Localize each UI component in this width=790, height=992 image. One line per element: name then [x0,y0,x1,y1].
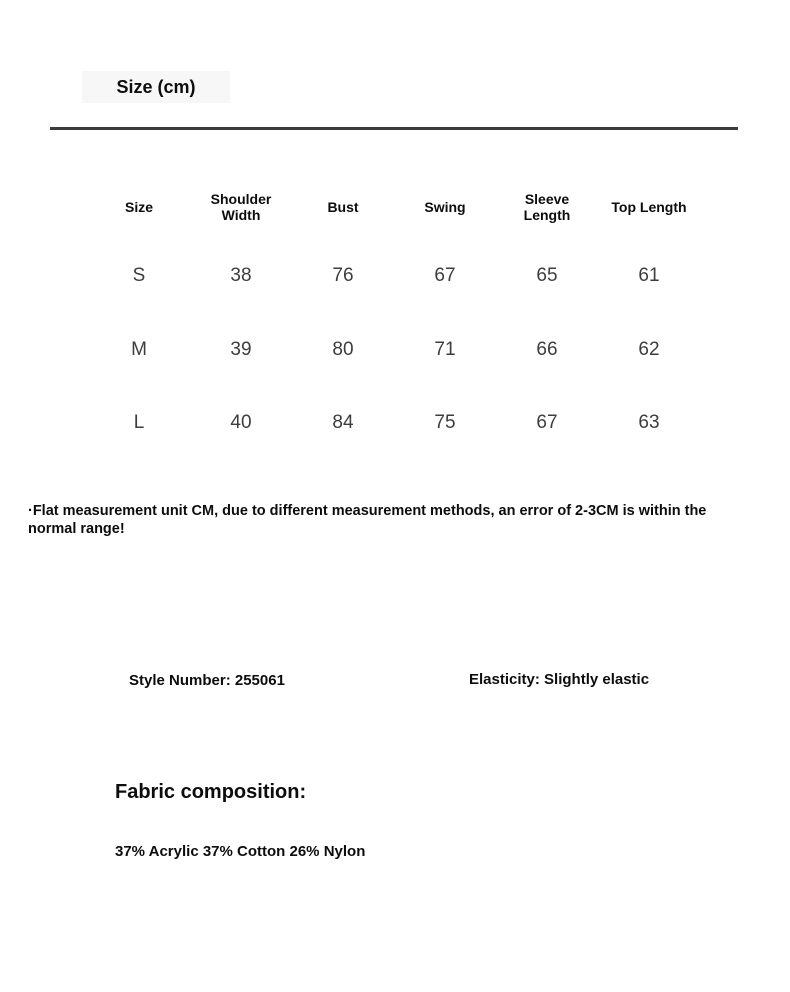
cell-size: S [132,265,146,286]
cell-bust: 84 [332,412,354,433]
size-table [88,176,700,460]
cell-size: M [131,339,147,360]
cell-top-length: 63 [638,412,660,433]
cell-bust: 76 [332,265,354,286]
divider-line [50,127,738,130]
section-title-highlight [82,71,230,103]
table-row-size-l [88,386,700,460]
elasticity: Elasticity: Slightly elastic [469,671,650,688]
cell-shoulder-width: 38 [230,265,252,286]
table-row-size-s [88,238,700,314]
cell-size: L [133,412,145,433]
cell-swing: 75 [434,412,456,433]
table-row-size-m [88,314,700,386]
column-header-top-length: Top Length [611,199,687,215]
fabric-composition-heading: Fabric composition: [115,781,307,803]
measurement-note: ·Flat measurement unit CM, due to different measurement methods, an error of 2-3CM is within the normal range! [28,503,707,537]
size-table-header-row [88,176,700,238]
page-title: Size (cm) [116,76,196,97]
column-header-size: Size [124,199,153,215]
cell-top-length: 62 [638,339,660,360]
cell-swing: 67 [434,265,456,286]
cell-top-length: 61 [638,265,660,286]
cell-bust: 80 [332,339,354,360]
cell-swing: 71 [434,339,456,360]
column-header-bust: Bust [327,199,359,215]
cell-sleeve-length: 65 [536,265,558,286]
cell-sleeve-length: 66 [536,339,558,360]
column-header-shoulder-width: Shoulder Width [210,191,272,223]
fabric-composition-value: 37% Acrylic 37% Cotton 26% Nylon [115,843,366,860]
style-number: Style Number: 255061 [129,672,285,689]
column-header-swing: Swing [424,199,466,215]
cell-shoulder-width: 40 [230,412,252,433]
column-header-sleeve-length: Sleeve Length [523,191,571,223]
cell-shoulder-width: 39 [230,339,252,360]
cell-sleeve-length: 67 [536,412,558,433]
